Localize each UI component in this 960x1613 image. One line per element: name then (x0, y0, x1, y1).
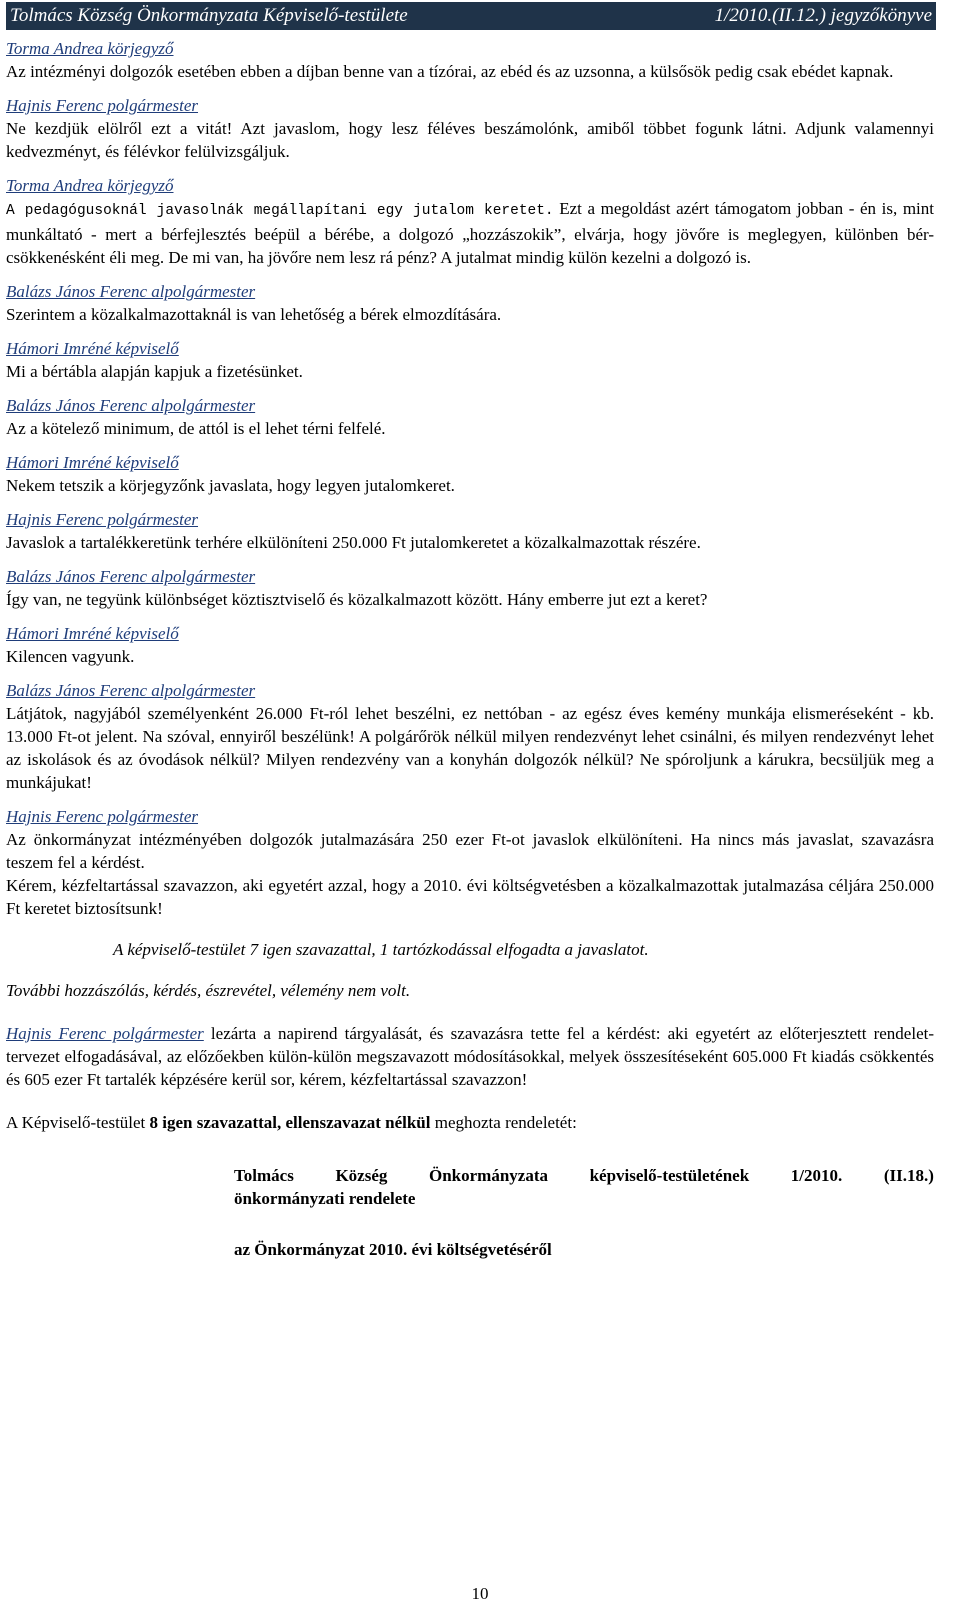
speech-block (6, 94, 934, 163)
decree-word: Község (335, 1166, 388, 1185)
speech-text: Mi a bértábla alapján kapjuk a fizetésünket. (6, 362, 303, 381)
speaker-name: Balázs János Ferenc alpolgármester (6, 282, 256, 301)
speech-text: Az intézményi dolgozók esetében ebben a díjban benne van a tízórai, az ebéd és az uzsonna, a külsősök pedig csak ebédet kapnak. (6, 62, 894, 81)
speech-block (6, 565, 934, 611)
decree-word: képviselő-testületének (589, 1166, 750, 1185)
closing-paragraph (6, 1022, 934, 1091)
speech-block (6, 337, 934, 383)
speech-block (6, 508, 934, 554)
speaker-name: Hajnis Ferenc polgármester (6, 1024, 204, 1043)
speech-block (6, 451, 934, 497)
speech-text: Így van, ne tegyünk különbséget köztisztviselő és közalkalmazott között. Hány emberre jut ezt a keret? (6, 590, 708, 609)
decree-title (234, 1164, 934, 1261)
speaker-name: Balázs János Ferenc alpolgármester (6, 681, 256, 700)
decree-word: 1/2010. (790, 1166, 843, 1185)
speech-text: Nekem tetszik a körjegyzőnk javaslata, hogy legyen jutalomkeret. (6, 476, 455, 495)
header-record-number: 1/2010.(II.12.) jegyzőkönyve (714, 5, 932, 26)
speech-text: Javaslok a tartalékkeretünk terhére elkülöníteni 250.000 Ft jutalomkeretet a közalkalmazottak részére. (6, 533, 701, 552)
speech-block (6, 679, 934, 794)
speech-text: Az önkormányzat intézményében dolgozók jutalmazására 250 ezer Ft-ot javaslok elkülöníteni. Ha nincs más javaslat, szavazásra teszem fel a kérdést. (6, 830, 934, 872)
speech-block (6, 37, 934, 83)
decision-paragraph (6, 1111, 934, 1134)
speaker-name: Hámori Imréné képviselő (6, 339, 179, 358)
speech-text: Látjátok, nagyjából személyenként 26.000 Ft-ról lehet beszélni, ez nettóban - az egész éves kemény munkája elismeréseként - kb. 13.000 Ft-ot jelent. Na szóval, ennyiről beszélünk! A polgárőrök nélkül milyen rendezvényt lehet csinálni, és milyen rendezvényt lehet az iskolások és az óvodások nélkül? Milyen rendezvény van a konyhán dolgozók nélkül? Ne spóroljunk a kárukra, becsüljük meg a munkájukat! (6, 704, 934, 792)
header-title: Tolmács Község Önkormányzata Képviselő-testülete (10, 5, 408, 26)
document-header (6, 2, 936, 30)
speaker-name: Hámori Imréné képviselő (6, 624, 179, 643)
speaker-name: Hajnis Ferenc polgármester (6, 510, 199, 529)
speech-text: Kilencen vagyunk. (6, 647, 135, 666)
decision-suffix: meghozta rendeletét: (430, 1113, 577, 1132)
decree-word: Önkormányzata (428, 1166, 548, 1185)
speech-block (6, 394, 934, 440)
speech-block (6, 280, 934, 326)
speaker-name: Balázs János Ferenc alpolgármester (6, 567, 256, 586)
decree-word: (II.18.) (883, 1166, 934, 1185)
speech-text: Az a kötelező minimum, de attól is el lehet térni felfelé. (6, 419, 386, 438)
decree-title-line2: önkormányzati rendelete (234, 1189, 416, 1208)
speech-text: Ne kezdjük elölről ezt a vitát! Azt javaslom, hogy lesz féléves beszámolónk, amiből többet fogunk látni. Adjunk valamennyi kedvezményt, és félévkor felülvizsgáljuk. (6, 119, 934, 161)
no-further-comments-note: További hozzászólás, kérdés, észrevétel, vélemény nem volt. (6, 981, 411, 1000)
speech-block (6, 622, 934, 668)
speech-text-mono: A pedagógusoknál javasolnák megállapítani egy jutalom keretet. (6, 203, 554, 219)
speaker-name: Torma Andrea körjegyző (6, 39, 174, 58)
document-body (6, 37, 934, 1261)
page-number: 10 (471, 1584, 489, 1603)
decision-vote: 8 igen szavazattal, ellenszavazat nélkül (149, 1113, 431, 1132)
speech-text: Szerintem a közalkalmazottaknál is van lehetőség a bérek elmozdítására. (6, 305, 502, 324)
speaker-name: Hámori Imréné képviselő (6, 453, 179, 472)
speaker-name: Torma Andrea körjegyző (6, 176, 174, 195)
decision-prefix: A Képviselő-testület (6, 1113, 150, 1132)
speech-text-second: Kérem, kézfeltartással szavazzon, aki egyetért azzal, hogy a 2010. évi költségvetésben a közalkalmazottak jutalmazása céljára 250.000 Ft keretet biztosítsunk! (6, 876, 934, 918)
decree-title-line1 (234, 1164, 934, 1187)
speech-paragraph (6, 197, 934, 269)
closing-text: lezárta a napirend tárgyalását, és szavazásra tette fel a kérdést: aki egyetért az előterjesztett rendelet-tervezet elfogadásával, az előzőekben külön-külön megszavazott módosításokkal, melyek összesítéseként 605.000 Ft kiadás csökkentés és 605 ezer Ft tartalék képzésére kerül sor, kérem, kézfeltartással szavazzon! (6, 1024, 934, 1089)
resolution-text: A képviselő-testület 7 igen szavazattal, 1 tartózkodással elfogadta a javaslatot. (113, 940, 649, 959)
speech-block (6, 174, 934, 269)
speaker-name: Hajnis Ferenc polgármester (6, 96, 199, 115)
speech-text: Ezt a megoldást azért támogatom jobban - én is, mint munkáltató - mert a bérfejlesztés beépül a bérébe, a dolgozó „hozzászokik”, elvárja, hogy jövőre is meglegyen, különben bér-csökkenésként éli meg. De mi van, ha jövőre nem lesz rá pénz? A jutalmat mindig külön kezelni a dolgozó is. (6, 199, 934, 267)
speaker-name: Balázs János Ferenc alpolgármester (6, 396, 256, 415)
speech-block (6, 805, 934, 920)
speaker-name: Hajnis Ferenc polgármester (6, 807, 199, 826)
decree-word: Tolmács (234, 1166, 294, 1185)
decree-subject: az Önkormányzat 2010. évi költségvetéséről (234, 1240, 552, 1259)
decree-spacer (234, 1210, 934, 1238)
